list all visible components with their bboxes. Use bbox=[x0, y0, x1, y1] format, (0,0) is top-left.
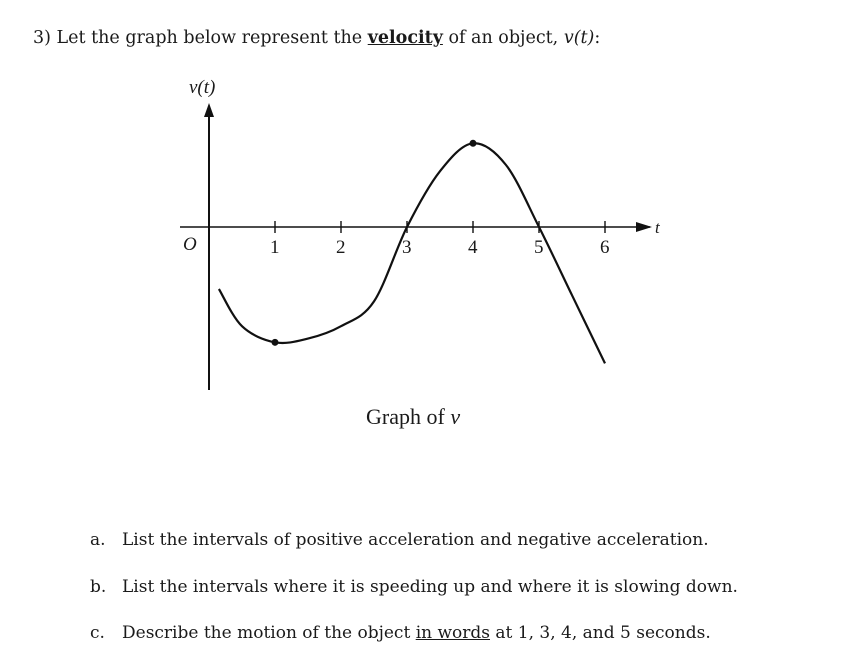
graph-caption bbox=[366, 404, 460, 430]
x-axis-arrow bbox=[636, 222, 652, 232]
marked-point bbox=[470, 140, 477, 147]
part-c bbox=[90, 623, 711, 643]
caption-prefix: Graph of bbox=[366, 404, 445, 429]
part-text-underlined: in words bbox=[415, 623, 490, 643]
x-tick-label: 3 bbox=[402, 237, 412, 258]
marked-points bbox=[272, 140, 477, 346]
y-axis-arrow bbox=[204, 103, 214, 117]
caption-var: v bbox=[450, 404, 461, 429]
part-text: List the intervals where it is speeding up and where it is slowing down. bbox=[122, 577, 738, 597]
y-axis-label: v(t) bbox=[189, 77, 216, 98]
part-a bbox=[90, 530, 709, 550]
x-tick-label: 6 bbox=[600, 237, 610, 258]
x-tick-label: 5 bbox=[534, 237, 544, 258]
question-suffix: of an object, bbox=[448, 28, 559, 48]
question-prefix: Let the graph below represent the bbox=[56, 28, 363, 48]
question-number: 3) bbox=[33, 28, 51, 48]
origin-label: O bbox=[183, 234, 197, 255]
part-label: b. bbox=[90, 577, 107, 597]
question-math: v(t) bbox=[563, 28, 595, 48]
x-tick-label: 2 bbox=[336, 237, 346, 258]
x-axis-label: t bbox=[655, 218, 660, 237]
part-text: Describe the motion of the object bbox=[122, 623, 411, 643]
part-label: a. bbox=[90, 530, 106, 550]
part-text-end: at 1, 3, 4, and 5 seconds. bbox=[495, 623, 711, 643]
part-label: c. bbox=[90, 623, 105, 643]
x-tick-label: 1 bbox=[270, 237, 280, 258]
question-emphasis: velocity bbox=[367, 28, 443, 48]
question-colon: : bbox=[594, 28, 601, 48]
x-tick-label: 4 bbox=[468, 237, 478, 258]
part-text: List the intervals of positive acceleration and negative acceleration. bbox=[122, 530, 709, 550]
marked-point bbox=[272, 339, 279, 346]
part-b bbox=[90, 577, 738, 597]
